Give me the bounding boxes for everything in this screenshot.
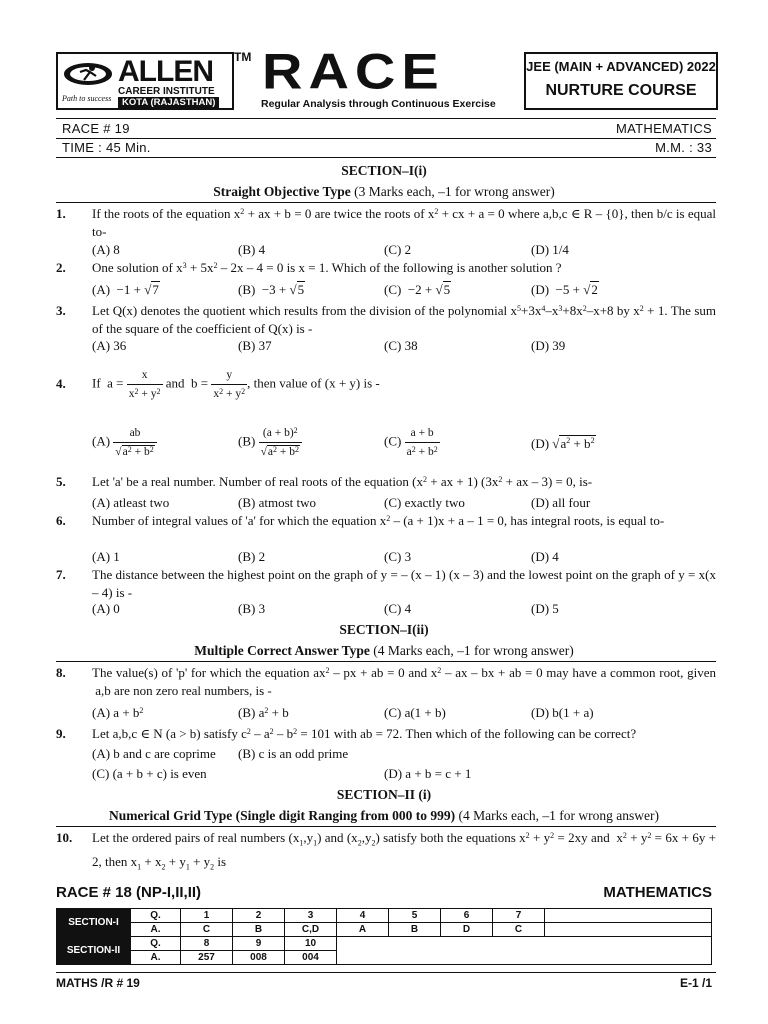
- allen-logo-box: [56, 52, 234, 110]
- divider: [56, 972, 716, 973]
- section-type: Numerical Grid Type (Single digit Ranging from 000 to 999) (4 Marks each, –1 for wrong answer): [108, 808, 660, 823]
- table-row: SECTION-II Q. 8 9 10: [57, 937, 712, 951]
- question-text: Let a,b,c ∈ N (a > b) satisfy $c^2 - a^2 - b^2 = 101$ with ab = 72. Then which of the following can be correct?: [92, 726, 637, 741]
- question-9: 9. Let a,b,c ∈ N (a > b) satisfy $c^2 - a^2 - b^2 = 101$ with ab = 72. Then which of the following can be correct? (A) b and c are coprime (B) c is an odd prime (C) (a + b + c) is even (D) a + b = c + 1: [56, 725, 716, 785]
- question-5: 5. Let 'a' be a real number. Number of real roots of the equation ($x^2$ + ax + 1) ($3x^2$ + ax – 3) = 0, is- (A) atleast two (B) atmost two (C) exactly two (D) all four: [56, 473, 716, 511]
- brand-name: ALLEN: [118, 55, 213, 88]
- divider: [56, 118, 716, 119]
- question-text: One solution of $x^3 + 5x^2 - 2x - 4 = 0$ is x = 1. Which of the following is another solution ?: [92, 260, 562, 275]
- header: [56, 42, 716, 114]
- time-limit: TIME : 45 Min.: [62, 140, 151, 155]
- question-text: Let the ordered pairs of real numbers $(x_1,y_1)$ and $(x_2,y_2)$ satisfy both the equations $x^2 + y^2 = 2xy$ and $x^2 + y^2 = 6x + 6y + 2$, then $x_1 + x_2 + y_1 + y_2$ is: [92, 830, 716, 872]
- question-3: 3. Let Q(x) denotes the quotient which results from the division of the polynomial $x^5+3x^4-x^3+8x^2-x+8$ by $x^2 + 1$. The sum of the square of the coefficient of Q(x) is - (A) 36 (B) 37 (C) 38 (D) 39: [56, 303, 716, 353]
- answer-key-table: [56, 908, 712, 965]
- footer-code: MATHS /R # 19: [56, 976, 140, 990]
- question-text: Number of integral values of 'a' for which the equation $x^2 - (a + 1)x + a - 1 = 0$, has integral roots, is equal to-: [92, 513, 665, 528]
- divider: [56, 157, 716, 158]
- exam-box: [524, 52, 718, 110]
- section-type: Multiple Correct Answer Type (4 Marks each, –1 for wrong answer): [194, 643, 574, 658]
- question-text: Let Q(x) denotes the quotient which results from the division of the polynomial $x^5+3x^4-x^3+8x^2-x+8$ by $x^2 + 1$. The sum of the square of the coefficient of Q(x) is -: [92, 303, 716, 336]
- section-title: SECTION–I(i): [341, 163, 427, 178]
- divider: [56, 826, 716, 827]
- question-text: The value(s) of 'p' for which the equation $ax^2$ – px + ab = 0 and $x^2$ – ax – bx + ab = 0 may have a common root, given a,b are non zero real numbers, is -: [92, 665, 717, 698]
- exam-name: JEE (MAIN + ADVANCED) 2022: [526, 59, 716, 74]
- brand-city: KOTA (RAJASTHAN): [118, 97, 219, 109]
- race-subtitle: Regular Analysis through Continuous Exercise: [261, 98, 496, 110]
- race-title: RACE: [262, 42, 445, 100]
- info-row-2: [62, 140, 712, 155]
- trademark: TM: [234, 50, 252, 64]
- question-4: 4. If a = $\frac{x}{x^2 + y^2}$ and b = $\frac{y}{x^2 + y^2}$ , then value of (x + y) is - (A) $\frac{ab}{√a^2 + b^2}$ (B) $\frac{(a + b)^2}{√a^2 + b^2}$ (C) $\frac{a + b}{a^2 + b^2}$ (D) $√a^2 + b^2$: [56, 366, 716, 470]
- section-title: SECTION–II (i): [336, 787, 432, 802]
- page-number: E-1 /1: [679, 976, 712, 990]
- question-10: 10. Let the ordered pairs of real numbers $(x_1,y_1)$ and $(x_2,y_2)$ satisfy both the equations $x^2 + y^2 = 2xy$ and $x^2 + y^2 = 6x + 6y + 2$, then $x_1 + x_2 + y_1 + y_2$ is: [56, 829, 716, 869]
- brand-sub: CAREER INSTITUTE: [118, 86, 215, 97]
- subject: MATHEMATICS: [616, 121, 712, 136]
- course-name: NURTURE COURSE: [545, 82, 697, 99]
- question-text: If a = $\frac{x}{x^2 + y^2}$ and b = $\frac{y}{x^2 + y^2}$ , then value of (x + y) is -: [92, 366, 716, 403]
- question-text: If the roots of the equation $x^2$ + ax + b = 0 are twice the roots of $x^2$ + cx + a = 0 where a,b,c ∈ R – {0}, then b/c is equal to-: [92, 206, 717, 239]
- section-label: SECTION-II: [57, 937, 131, 965]
- section-type: Straight Objective Type (3 Marks each, –1 for wrong answer): [213, 184, 555, 199]
- question-2: 2. One solution of $x^3 + 5x^2 - 2x - 4 = 0$ is x = 1. Which of the following is another solution ? (A) −1 + √7 (B) −3 + √5 (C) −2 + √5 (D) −5 + √2: [56, 259, 716, 299]
- table-row: A. 257 008 004: [57, 951, 712, 965]
- question-8: 8. The value(s) of 'p' for which the equation $ax^2$ – px + ab = 0 and $x^2$ – ax – bx + ab = 0 may have a common root, given a,b are non zero real numbers, is - (A) $a + b^2$ (B) $a^2 + b$ (C) a(1 + b) (D) b(1 + a): [56, 665, 717, 720]
- max-marks: M.M. : 33: [655, 140, 712, 155]
- question-1: 1. If the roots of the equation $x^2$ + ax + b = 0 are twice the roots of $x^2$ + cx + a = 0 where a,b,c ∈ R – {0}, then b/c is equal to- (A) 8 (B) 4 (C) 2 (D) 1/4: [56, 206, 717, 257]
- section-label: SECTION-I: [57, 909, 131, 937]
- info-row-1: [62, 121, 712, 136]
- question-text: Let 'a' be a real number. Number of real roots of the equation ($x^2$ + ax + 1) ($3x^2$ + ax – 3) = 0, is-: [92, 474, 593, 489]
- race-number: RACE # 19: [62, 121, 130, 136]
- section-title: SECTION–I(ii): [339, 622, 429, 637]
- divider: [56, 661, 716, 662]
- answer-key-subject: MATHEMATICS: [603, 884, 712, 901]
- divider: [56, 138, 716, 139]
- question-7: 7. The distance between the highest point on the graph of y = – (x – 1) (x – 3) and the lowest point on the graph of y = x(x – 4) is - (A) 0 (B) 3 (C) 4 (D) 5: [56, 567, 716, 616]
- brand-tagline: Path to success: [62, 94, 112, 103]
- table-row: SECTION-I Q. 1 2 3 4 5 6 7: [57, 909, 712, 923]
- table-row: A. C B C,D A B D C: [57, 923, 712, 937]
- runner-logo-icon: [62, 60, 114, 86]
- answer-key-title: RACE # 18 (NP-I,II,II): [56, 884, 202, 901]
- question-6: 6. Number of integral values of 'a' for which the equation $x^2 - (a + 1)x + a - 1 = 0$, has integral roots, is equal to- (A) 1 (B) 2 (C) 3 (D) 4: [56, 512, 716, 566]
- question-text: The distance between the highest point on the graph of y = – (x – 1) (x – 3) and the lowest point on the graph of y = x(x – 4) is -: [92, 567, 716, 600]
- divider: [56, 202, 716, 203]
